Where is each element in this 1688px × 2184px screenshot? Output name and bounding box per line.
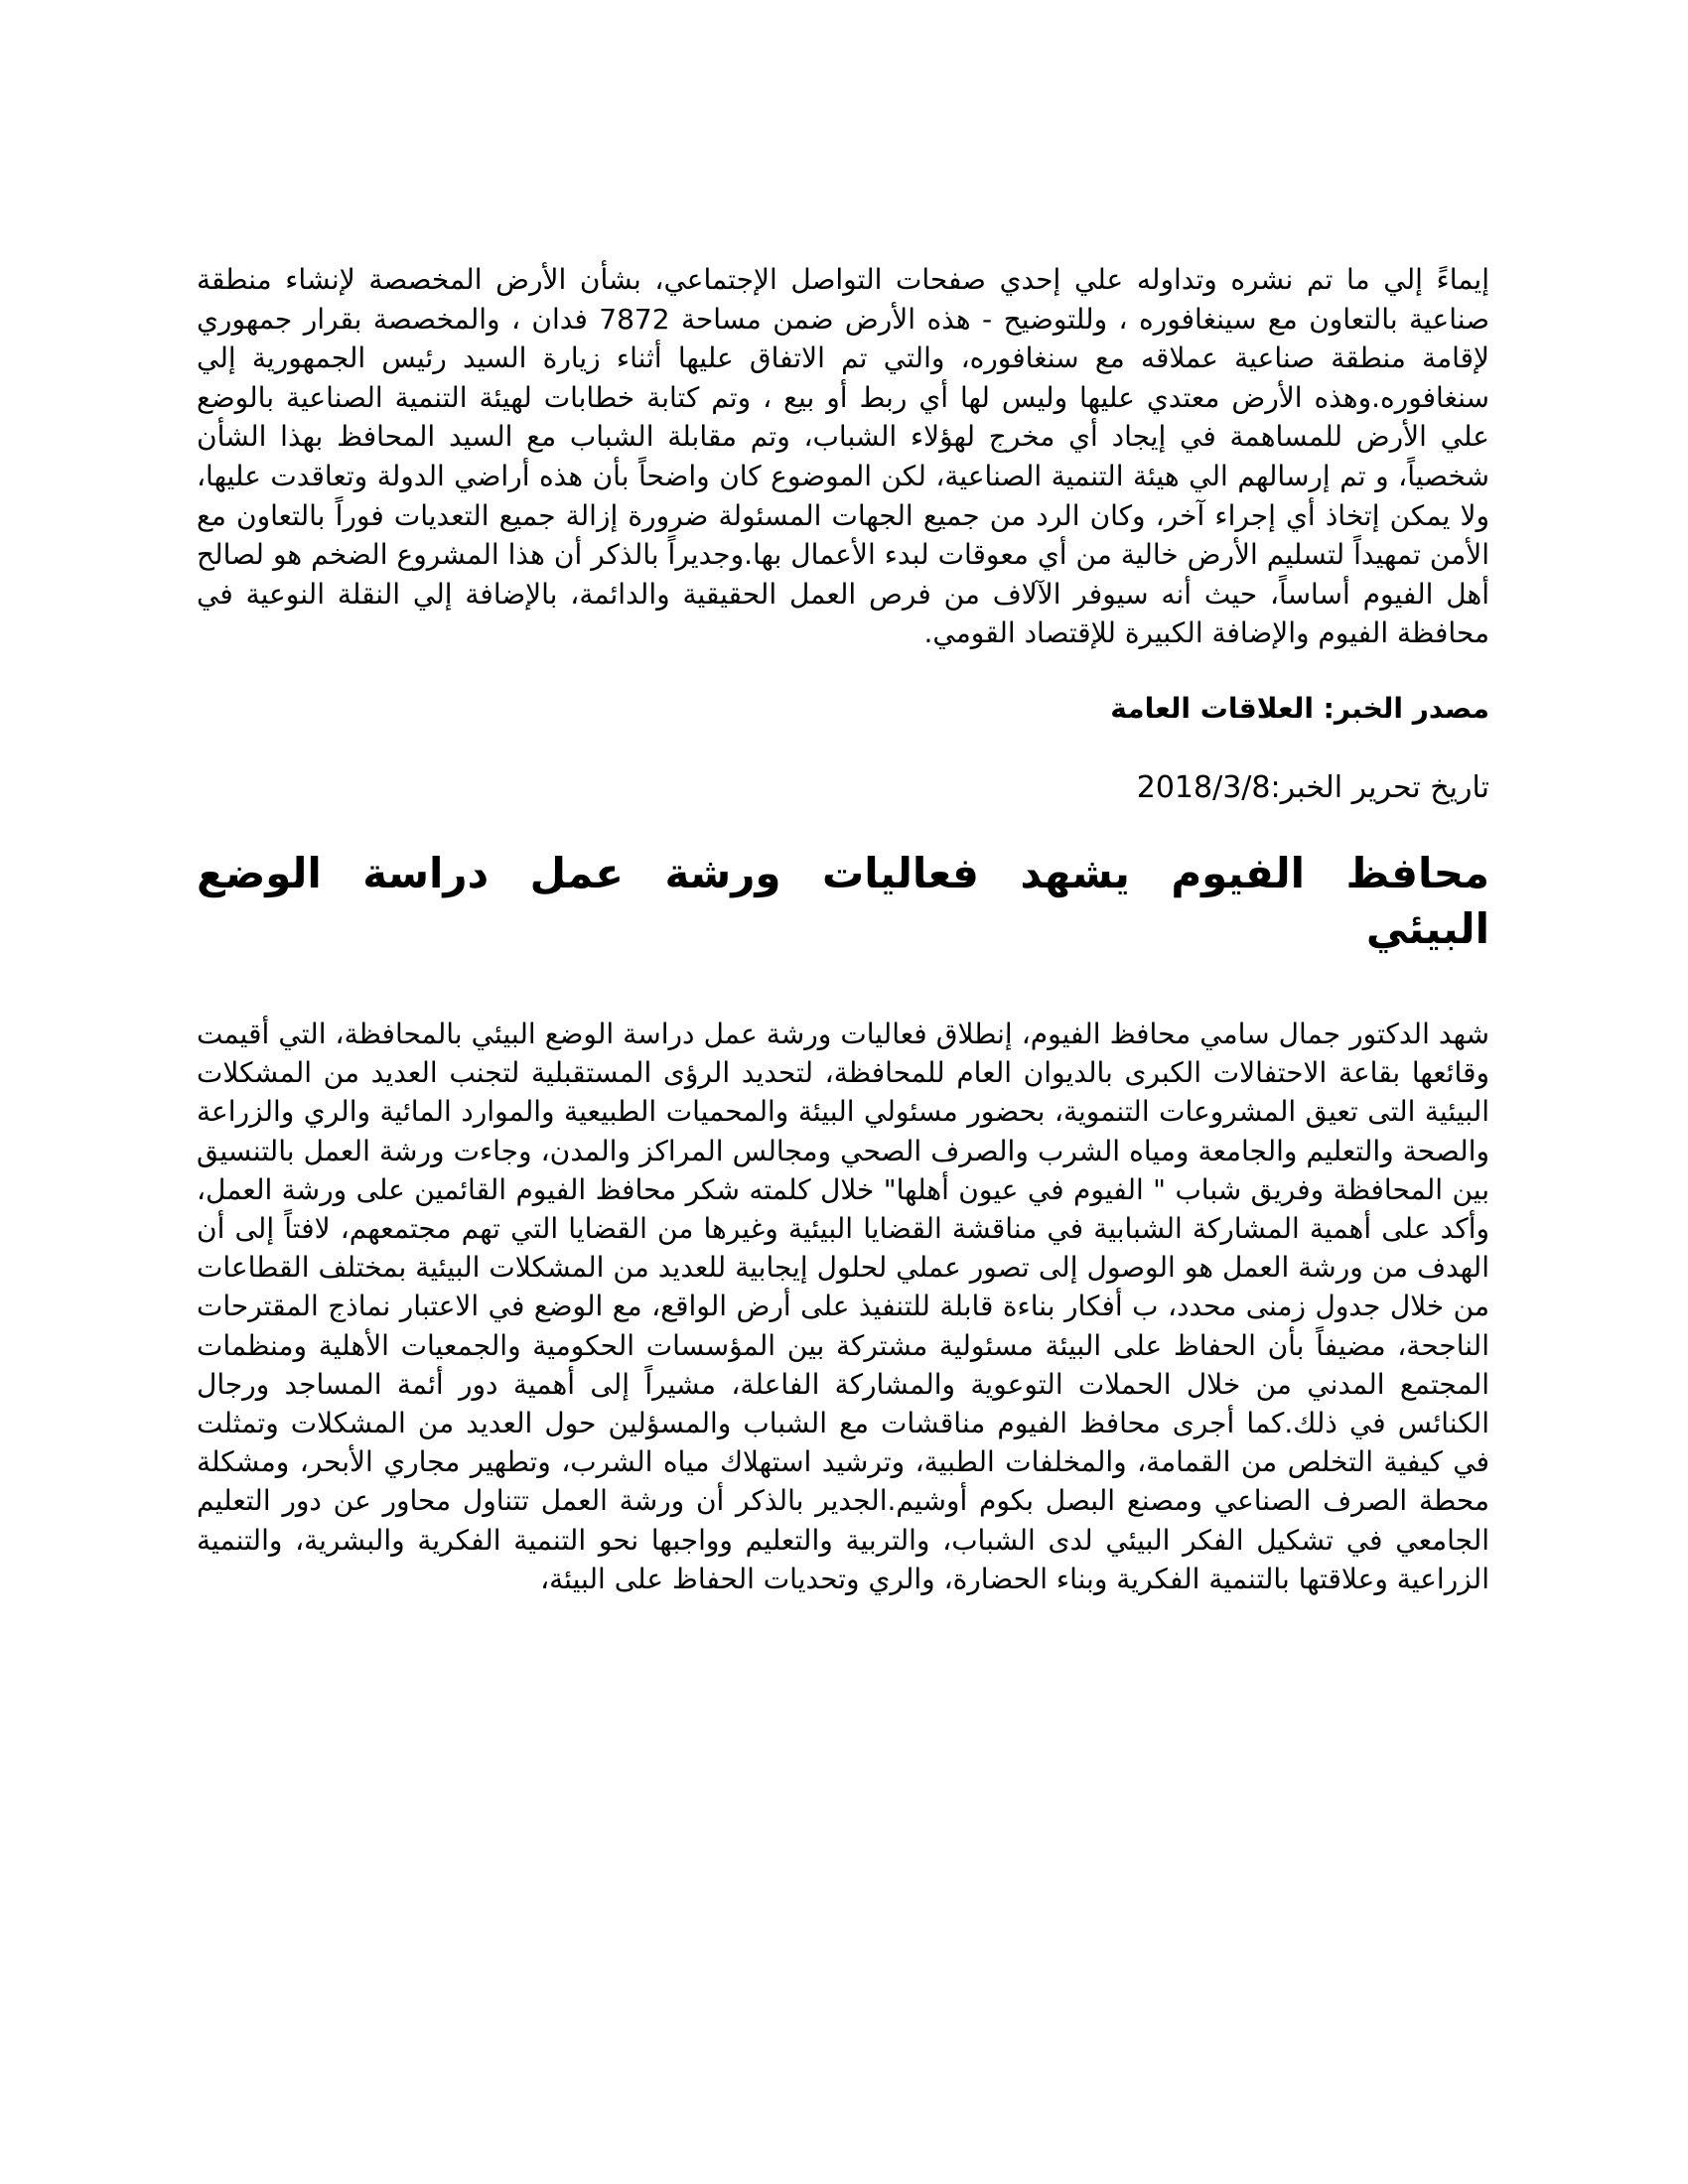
article2-headline: محافظ الفيوم يشهد فعاليات ورشة عمل دراسة الوضع البيئي — [197, 848, 1489, 953]
news-date: تاريخ تحرير الخبر:2018/3/8 — [1136, 769, 1489, 805]
article1-body: إيماءً إلي ما تم نشره وتداوله علي إحدي صفحات التواصل الإجتماعي، بشأن الأرض المخصصة لإنشاء منطقة صناعية بالتعاون مع سينغافوره ، وللتوضيح - هذه الأرض ضمن مساحة 7872 فدان ، والمخصصة بقرار جمهوري لإقامة منطقة صناعية عملاقه مع سنغافوره، والتي تم الاتفاق عليها أثناء زيارة السيد رئيس الجمهورية إلي سنغافوره.وهذه الأرض معتدي عليها وليس لها أي ربط أو بيع ، وتم كتابة خطابات لهيئة التنمية الصناعية بالوضع علي الأرض للمساهمة في إيجاد أي مخرج لهؤلاء الشباب، وتم مقابلة الشباب مع السيد المحافظ بهذا الشأن شخصياً، و تم إرسالهم الي هيئة التنمية الصناعية، لكن الموضوع كان واضحاً بأن هذه أراضي الدولة وتعاقدت عليها، ولا يمكن إتخاذ أي إجراء آخر، وكان الرد من جميع الجهات المسئولة ضرورة إزالة جميع التعديات فوراً بالتعاون مع الأمن تمهيداً لتسليم الأرض خالية من أي معوقات لبدء الأعمال بها.وجديراً بالذكر أن هذا المشروع الضخم هو لصالح أهل الفيوم أساساً، حيث أنه سيوفر الآلاف من فرص العمل الحقيقية والدائمة، بالإضافة إلي النقلة النوعية في محافظة الفيوم والإضافة الكبيرة للإقتصاد القومي. — [197, 263, 1489, 650]
news-source: مصدر الخبر: العلاقات العامة — [1110, 691, 1489, 725]
document-content — [197, 260, 1489, 1598]
article2-body: شهد الدكتور جمال سامي محافظ الفيوم، إنطلاق فعاليات ورشة عمل دراسة الوضع البيئي بالمحافظة، التي أقيمت وقائعها بقاعة الاحتفالات الكبرى بالديوان العام للمحافظة، لتحديد الرؤى المستقبلية لتجنب العديد من المشكلات البيئية التى تعيق المشروعات التنموية، بحضور مسئولي البيئة والمحميات الطبيعية والموارد المائية والري والزراعة والصحة والتعليم والجامعة ومياه الشرب والصرف الصحي ومجالس المراكز والمدن، وجاءت ورشة العمل بالتنسيق بين المحافظة وفريق شباب " الفيوم في عيون أهلها" خلال كلمته شكر محافظ الفيوم القائمين على ورشة العمل، وأكد على أهمية المشاركة الشبابية في مناقشة القضايا البيئية وغيرها من القضايا التي تهم مجتمعهم، لافتاً إلى أن الهدف من ورشة العمل هو الوصول إلى تصور عملي لحلول إيجابية للعديد من المشكلات البيئية بمختلف القطاعات من خلال جدول زمنى محدد، ب أفكار بناءة قابلة للتنفيذ على أرض الواقع، مع الوضع في الاعتبار نماذج المقترحات الناجحة، مضيفاً بأن الحفاظ على البيئة مسئولية مشتركة بين المؤسسات الحكومية والجمعيات الأهلية ومنظمات المجتمع المدني من خلال الحملات التوعوية والمشاركة الفاعلة، مشيراً إلى أهمية دور أئمة المساجد ورجال الكنائس في ذلك.كما أجرى محافظ الفيوم مناقشات مع الشباب والمسؤلين حول العديد من المشكلات وتمثلت في كيفية التخلص من القمامة، والمخلفات الطبية، وترشيد استهلاك مياه الشرب، وتطهير مجاري الأبحر، ومشكلة محطة الصرف الصناعي ومصنع البصل بكوم أوشيم.الجدير بالذكر أن ورشة العمل تتناول محاور عن دور التعليم الجامعي في تشكيل الفكر البيئي لدى الشباب، والتربية والتعليم وواجبها نحو التنمية الفكرية والبشرية، والتنمية الزراعية وعلاقتها بالتنمية الفكرية وبناء الحضارة، والري وتحديات الحفاظ على البيئة، — [197, 1017, 1489, 1595]
